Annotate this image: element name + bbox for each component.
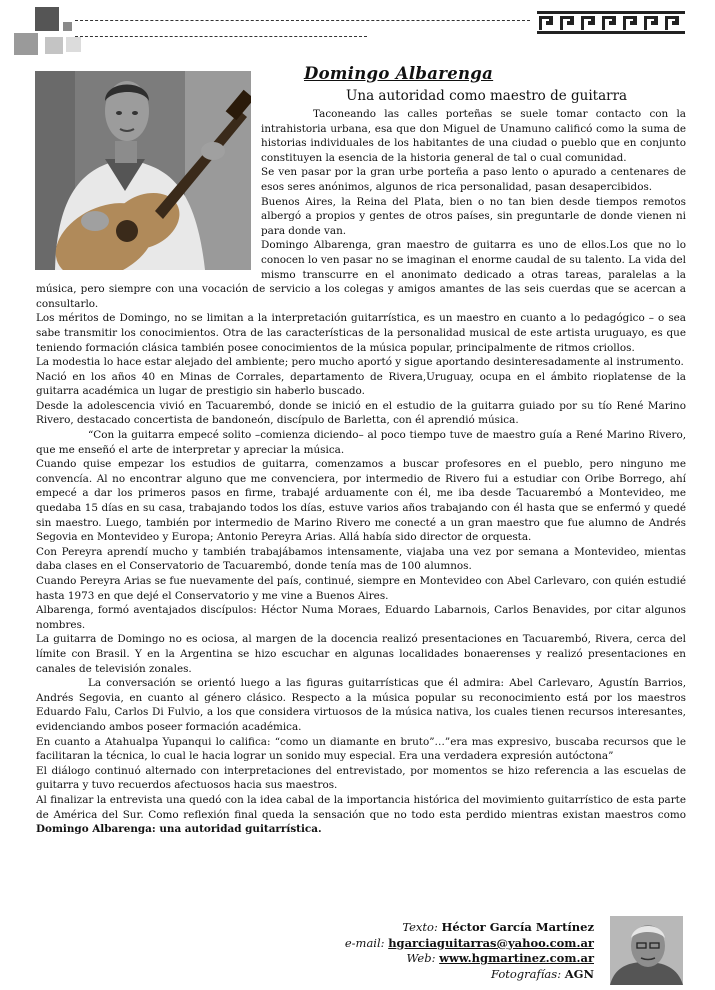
paragraph: Se ven pasar por la gran urbe porteña a paso lento o apurado a centenares de esos seres anónimos, algunos de rica personalidad, pasan desapercibidos. [261,166,686,193]
header-square [45,37,63,54]
paragraph: Buenos Aires, la Reina del Plata, bien o no tan bien desde tiempos remotos albergó a propios y gentes de otros países, sin preguntarle de donde vienen ni para donde van. [261,195,686,237]
credit-texto [345,920,594,936]
header-square-small [63,22,72,31]
email-link[interactable]: hgarciaguitarras@yahoo.com.ar [388,935,594,950]
article-subtitle: Una autoridad como maestro de guitarra [346,88,628,104]
paragraph: La guitarra de Domingo no es ociosa, al margen de la docencia realizó presentaciones en Tacuarembó, Rivera, cerca del límite con Brasil. Y en la Argentina se hizo escuchar en algunas localidades bonaerenses y realizó presentaciones en canales de televisión zonales. [36,633,686,675]
header-square [14,33,38,55]
web-label: Web: [406,951,436,965]
paragraph: Al finalizar la entrevista una quedó con la idea cabal de la importancia histórica del movimiento guitarrístico de esta parte de América del Sur. Como reflexión final queda la sensación que no todo esta perdido mientras existan maestros como [36,793,686,821]
greek-key-pattern-icon [537,11,685,34]
paragraph: El diálogo continuó alternado con interpretaciones del entrevistado, por momentos se hizo referencia a las escuelas de guitarra y tuvo recuerdos afectuosos hacia sus maestros. [36,764,686,792]
header-dashed-line [75,36,367,37]
paragraph: Cuando quise empezar los estudios de guitarra, comenzamos a buscar profesores en el pueblo, pero ninguno me convencía. Al no encontrar alguno que me convenciera, por intermedio de Rivero fui a estudiar con Oribe Borrego, ahí empecé a dar los primeros pasos en firme, trabajé arduamente con él, me iba desde Tacuarembó a Montevideo, me quedaba 15 días en su casa, trabajando todos los días, estuve varios años trabajando con él hasta que se enfermó y quedé sin maestro. Luego, también por intermedio de Marino Rivero me conecté a un gran maestro que fue alumno de Andrés Segovia en Montevideo y Europa; Antonio Pereyra Arias. Allá había sido director de orquesta. [36,458,686,544]
paragraph: Con Pereyra aprendí mucho y también trabajábamos intensamente, viajaba una vez por semana a Montevideo, mientas daba clases en el Conservatorio de Tacuarembó, donde tenía mas de 100 alumnos. [36,545,686,573]
paragraph: Domingo Albarenga, gran maestro de guitarra es uno de ellos.Los que no lo conocen lo ven pasar no se imaginan el enorme caudal de su talento. La vida del mismo transcurre en el anonimato dedicado a otras tareas, paralelas a la música, pero siempre con una vocación de servicio a los colegas y amigos amantes de las seis cuerdas que se acercan a consultarlo. [36,239,686,310]
credits-block [345,920,594,982]
author-name: Héctor García Martínez [441,920,594,934]
credit-fotos [345,967,594,983]
photo-author [610,916,683,985]
header-square-large [35,7,59,31]
paragraph: Taconeando las calles porteñas se suele tomar contacto con la intrahistoria urbana, esa que don Miguel de Unamuno calificó como la suma de historias individuales de los habitantes de una ciudad o pueblo que en conjunto constituyen la esencia de la historia general de tal o cual comunidad. [261,108,686,164]
paragraph: Desde la adolescencia vivió en Tacuarembó, donde se inició en el estudio de la guitarra guiado por su tío René Marino Rivero, destacado concertista de bandoneón, discípulo de Barletta, con él aprendió música. [36,399,686,427]
paragraph: Los méritos de Domingo, no se limitan a la interpretación guitarrística, es un maestro en cuanto a lo pedagógico – o sea sabe transmitir los conocimientos. Otra de las características de la personalidad musical de este artista uruguayo, es que teniendo formación clásica también posee conocimientos de la música popular, principalmente de ritmos criollos. [36,312,686,354]
fotos-value: AGN [564,966,594,981]
paragraph: La conversación se orientó luego a las figuras guitarrísticas que él admira: Abel Carlevaro, Agustín Barrios, Andrés Segovia, en cuanto al género clásico. Respecto a la música popular su reconocimiento está por los maestros Eduardo Falu, Carlos Di Fulvio, a los que considera virtuosos de la música nativa, los cuales tienen recursos interesantes, evidenciando ambos poseer formación académica. [36,677,686,733]
web-link[interactable]: www.hgmartinez.com.ar [439,951,594,965]
paragraph: Cuando Pereyra Arias se fue nuevamente del país, continué, siempre en Montevideo con Abel Carlevaro, con quién estudié hasta 1973 en que dejé el Conservatorio y me vine a Buenos Aires. [36,575,686,602]
paragraph-final [36,793,686,837]
email-label: e-mail: [344,935,385,950]
credit-email [345,936,594,952]
photo-float-spacer [36,107,261,280]
paragraph: La modestia lo hace estar alejado del ambiente; pero mucho aportó y sigue aportando desinteresadamente al instrumento. [36,356,684,369]
credit-web [345,951,594,967]
closing-bold: Domingo Albarenga: una autoridad guitarrística. [36,823,322,836]
paragraph: En cuanto a Atahualpa Yupanqui lo califica: “como un diamante en bruto”…”era mas expresivo, buscaba recursos que le facilitaran la técnica, lo cual le hacia lograr un sonido muy especial. Era una verdadera expresión autóctona” [36,735,686,763]
texto-label: Texto: [402,920,438,934]
article-body [36,107,686,837]
paragraph: “Con la guitarra empecé solito –comienza diciendo– al poco tiempo tuve de maestro guía a René Marino Rivero, que me enseñó el arte de interpretar y apreciar la música. [36,429,686,456]
header-square [66,37,81,52]
article-title: Domingo Albarenga [304,64,494,83]
paragraph: Albarenga, formó aventajados discípulos: Héctor Numa Moraes, Eduardo Labarnois, Carlos Benavides, por citar algunos nombres. [36,604,686,631]
header-dashed-line [75,20,530,21]
fotos-label: Fotografías: [490,966,562,981]
paragraph: Nació en los años 40 en Minas de Corrales, departamento de Rivera,Uruguay, ocupa en el ámbito rioplatense de la guitarra académica un lugar de prestigio sin haberlo buscado. [36,370,686,398]
